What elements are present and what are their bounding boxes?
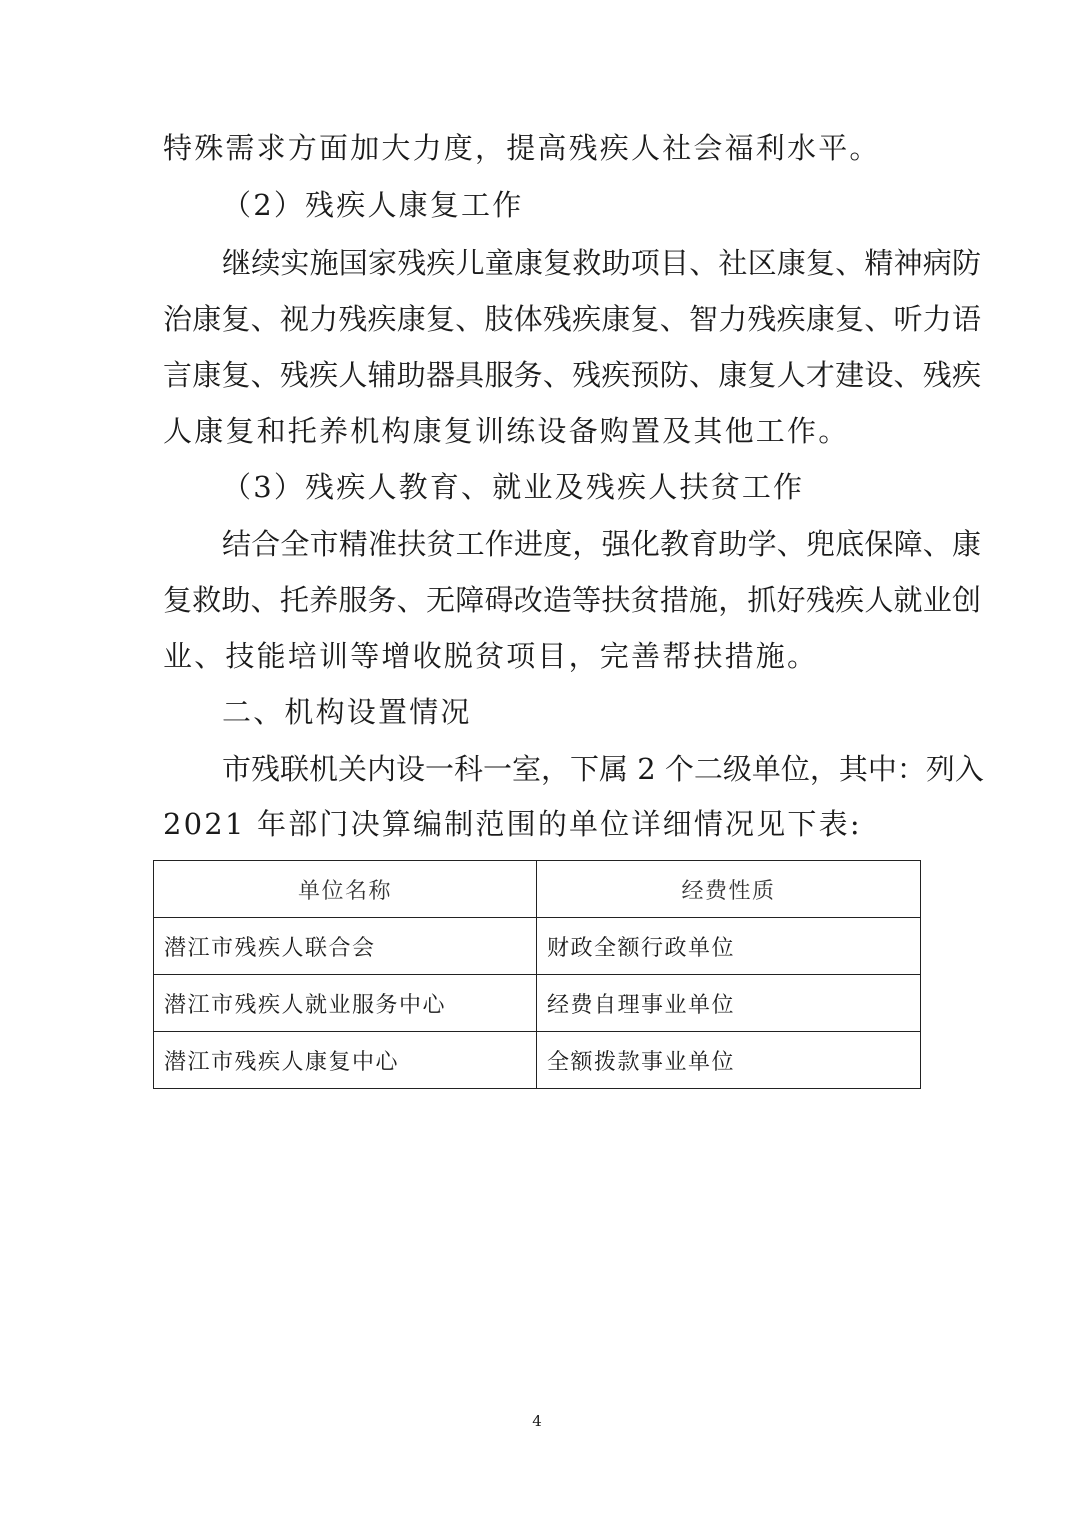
paragraph-line: 业、技能培训等增收脱贫项目，完善帮扶措施。 [163, 639, 819, 673]
table-cell-funding-type: 全额拨款事业单位 [537, 1032, 921, 1089]
table-header-cell: 单位名称 [154, 861, 537, 918]
paragraph-line: 治康复、视力残疾康复、肢体残疾康复、智力残疾康复、听力语 [163, 302, 981, 336]
table-cell-funding-type: 经费自理事业单位 [537, 975, 921, 1032]
table-row [154, 918, 921, 975]
table-row [154, 1032, 921, 1089]
paragraph-line: 言康复、残疾人辅助器具服务、残疾预防、康复人才建设、残疾 [163, 358, 981, 392]
paragraph-line: 2021 年部门决算编制范围的单位详细情况见下表: [163, 807, 862, 841]
subheading-rehab: （2）残疾人康复工作 [222, 188, 524, 222]
section-heading-org: 二、机构设置情况 [222, 695, 472, 729]
paragraph-line: 人康复和托养机构康复训练设备购置及其他工作。 [163, 414, 850, 448]
table-row [154, 975, 921, 1032]
table-cell-unit-name: 潜江市残疾人康复中心 [154, 1032, 537, 1089]
paragraph-line: 市残联机关内设一科一室，下属 2 个二级单位，其中：列入 [222, 752, 984, 786]
paragraph-line: 结合全市精准扶贫工作进度，强化教育助学、兜底保障、康 [222, 527, 981, 561]
table-cell-funding-type: 财政全额行政单位 [537, 918, 921, 975]
paragraph-line: 复救助、托养服务、无障碍改造等扶贫措施，抓好残疾人就业创 [163, 583, 981, 617]
paragraph-line: 继续实施国家残疾儿童康复救助项目、社区康复、精神病防 [222, 246, 981, 280]
paragraph-line: 特殊需求方面加大力度，提高残疾人社会福利水平。 [163, 131, 881, 165]
subheading-education: （3）残疾人教育、就业及残疾人扶贫工作 [222, 470, 805, 504]
table-header-row [154, 861, 921, 918]
table-header-cell: 经费性质 [537, 861, 921, 918]
page-number: 4 [532, 1412, 542, 1430]
table-cell-unit-name: 潜江市残疾人就业服务中心 [154, 975, 537, 1032]
units-table [153, 860, 921, 1089]
table-cell-unit-name: 潜江市残疾人联合会 [154, 918, 537, 975]
